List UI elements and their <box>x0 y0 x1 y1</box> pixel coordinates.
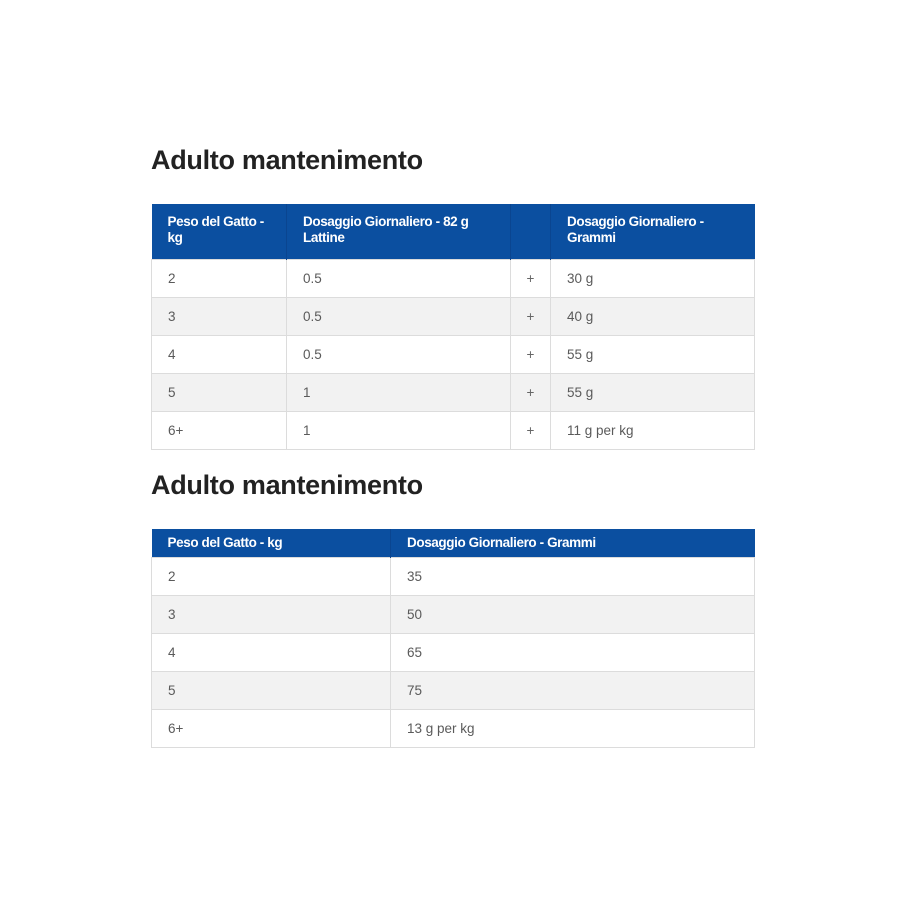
section-title: Adulto mantenimento <box>151 145 423 175</box>
table-row <box>152 596 755 634</box>
column-header-weight: Peso del Gatto - kg <box>152 204 287 260</box>
cell-grams: 35 <box>391 558 755 596</box>
table-row <box>152 710 755 748</box>
cell-cans: 0.5 <box>287 260 511 298</box>
cell-weight: 6+ <box>152 412 287 450</box>
cell-weight: 4 <box>152 336 287 374</box>
column-header-plus <box>511 204 551 260</box>
cell-grams: 11 g per kg <box>551 412 755 450</box>
table-row <box>152 412 755 450</box>
cell-weight: 2 <box>152 260 287 298</box>
cell-grams: 13 g per kg <box>391 710 755 748</box>
table-row <box>152 336 755 374</box>
cell-cans: 0.5 <box>287 336 511 374</box>
cell-weight: 3 <box>152 596 391 634</box>
table-row <box>152 558 755 596</box>
cell-weight: 3 <box>152 298 287 336</box>
cell-plus: + <box>511 260 551 298</box>
cell-grams: 50 <box>391 596 755 634</box>
cell-grams: 75 <box>391 672 755 710</box>
cell-plus: + <box>511 374 551 412</box>
cell-plus: + <box>511 412 551 450</box>
section-title: Adulto mantenimento <box>151 470 423 500</box>
column-header-grams: Dosaggio Giornaliero - Grammi <box>551 204 755 260</box>
cell-weight: 6+ <box>152 710 391 748</box>
cell-cans: 1 <box>287 412 511 450</box>
table-header-row <box>152 204 755 260</box>
feeding-table-1 <box>151 204 755 450</box>
feeding-section-1 <box>151 142 754 450</box>
cell-weight: 5 <box>152 672 391 710</box>
cell-grams: 55 g <box>551 336 755 374</box>
table-row <box>152 374 755 412</box>
table-row <box>152 298 755 336</box>
cell-plus: + <box>511 336 551 374</box>
cell-plus: + <box>511 298 551 336</box>
column-header-grams: Dosaggio Giornaliero - Grammi <box>391 529 755 558</box>
column-header-weight: Peso del Gatto - kg <box>152 529 391 558</box>
table-row <box>152 634 755 672</box>
table-row <box>152 672 755 710</box>
feeding-table-2 <box>151 529 755 748</box>
cell-weight: 5 <box>152 374 287 412</box>
feeding-section-2 <box>151 467 754 748</box>
cell-grams: 30 g <box>551 260 755 298</box>
cell-weight: 2 <box>152 558 391 596</box>
cell-cans: 1 <box>287 374 511 412</box>
cell-grams: 40 g <box>551 298 755 336</box>
cell-cans: 0.5 <box>287 298 511 336</box>
table-row <box>152 260 755 298</box>
table-header-row <box>152 529 755 558</box>
cell-grams: 65 <box>391 634 755 672</box>
cell-grams: 55 g <box>551 374 755 412</box>
cell-weight: 4 <box>152 634 391 672</box>
column-header-cans: Dosaggio Giornaliero - 82 g Lattine <box>287 204 511 260</box>
